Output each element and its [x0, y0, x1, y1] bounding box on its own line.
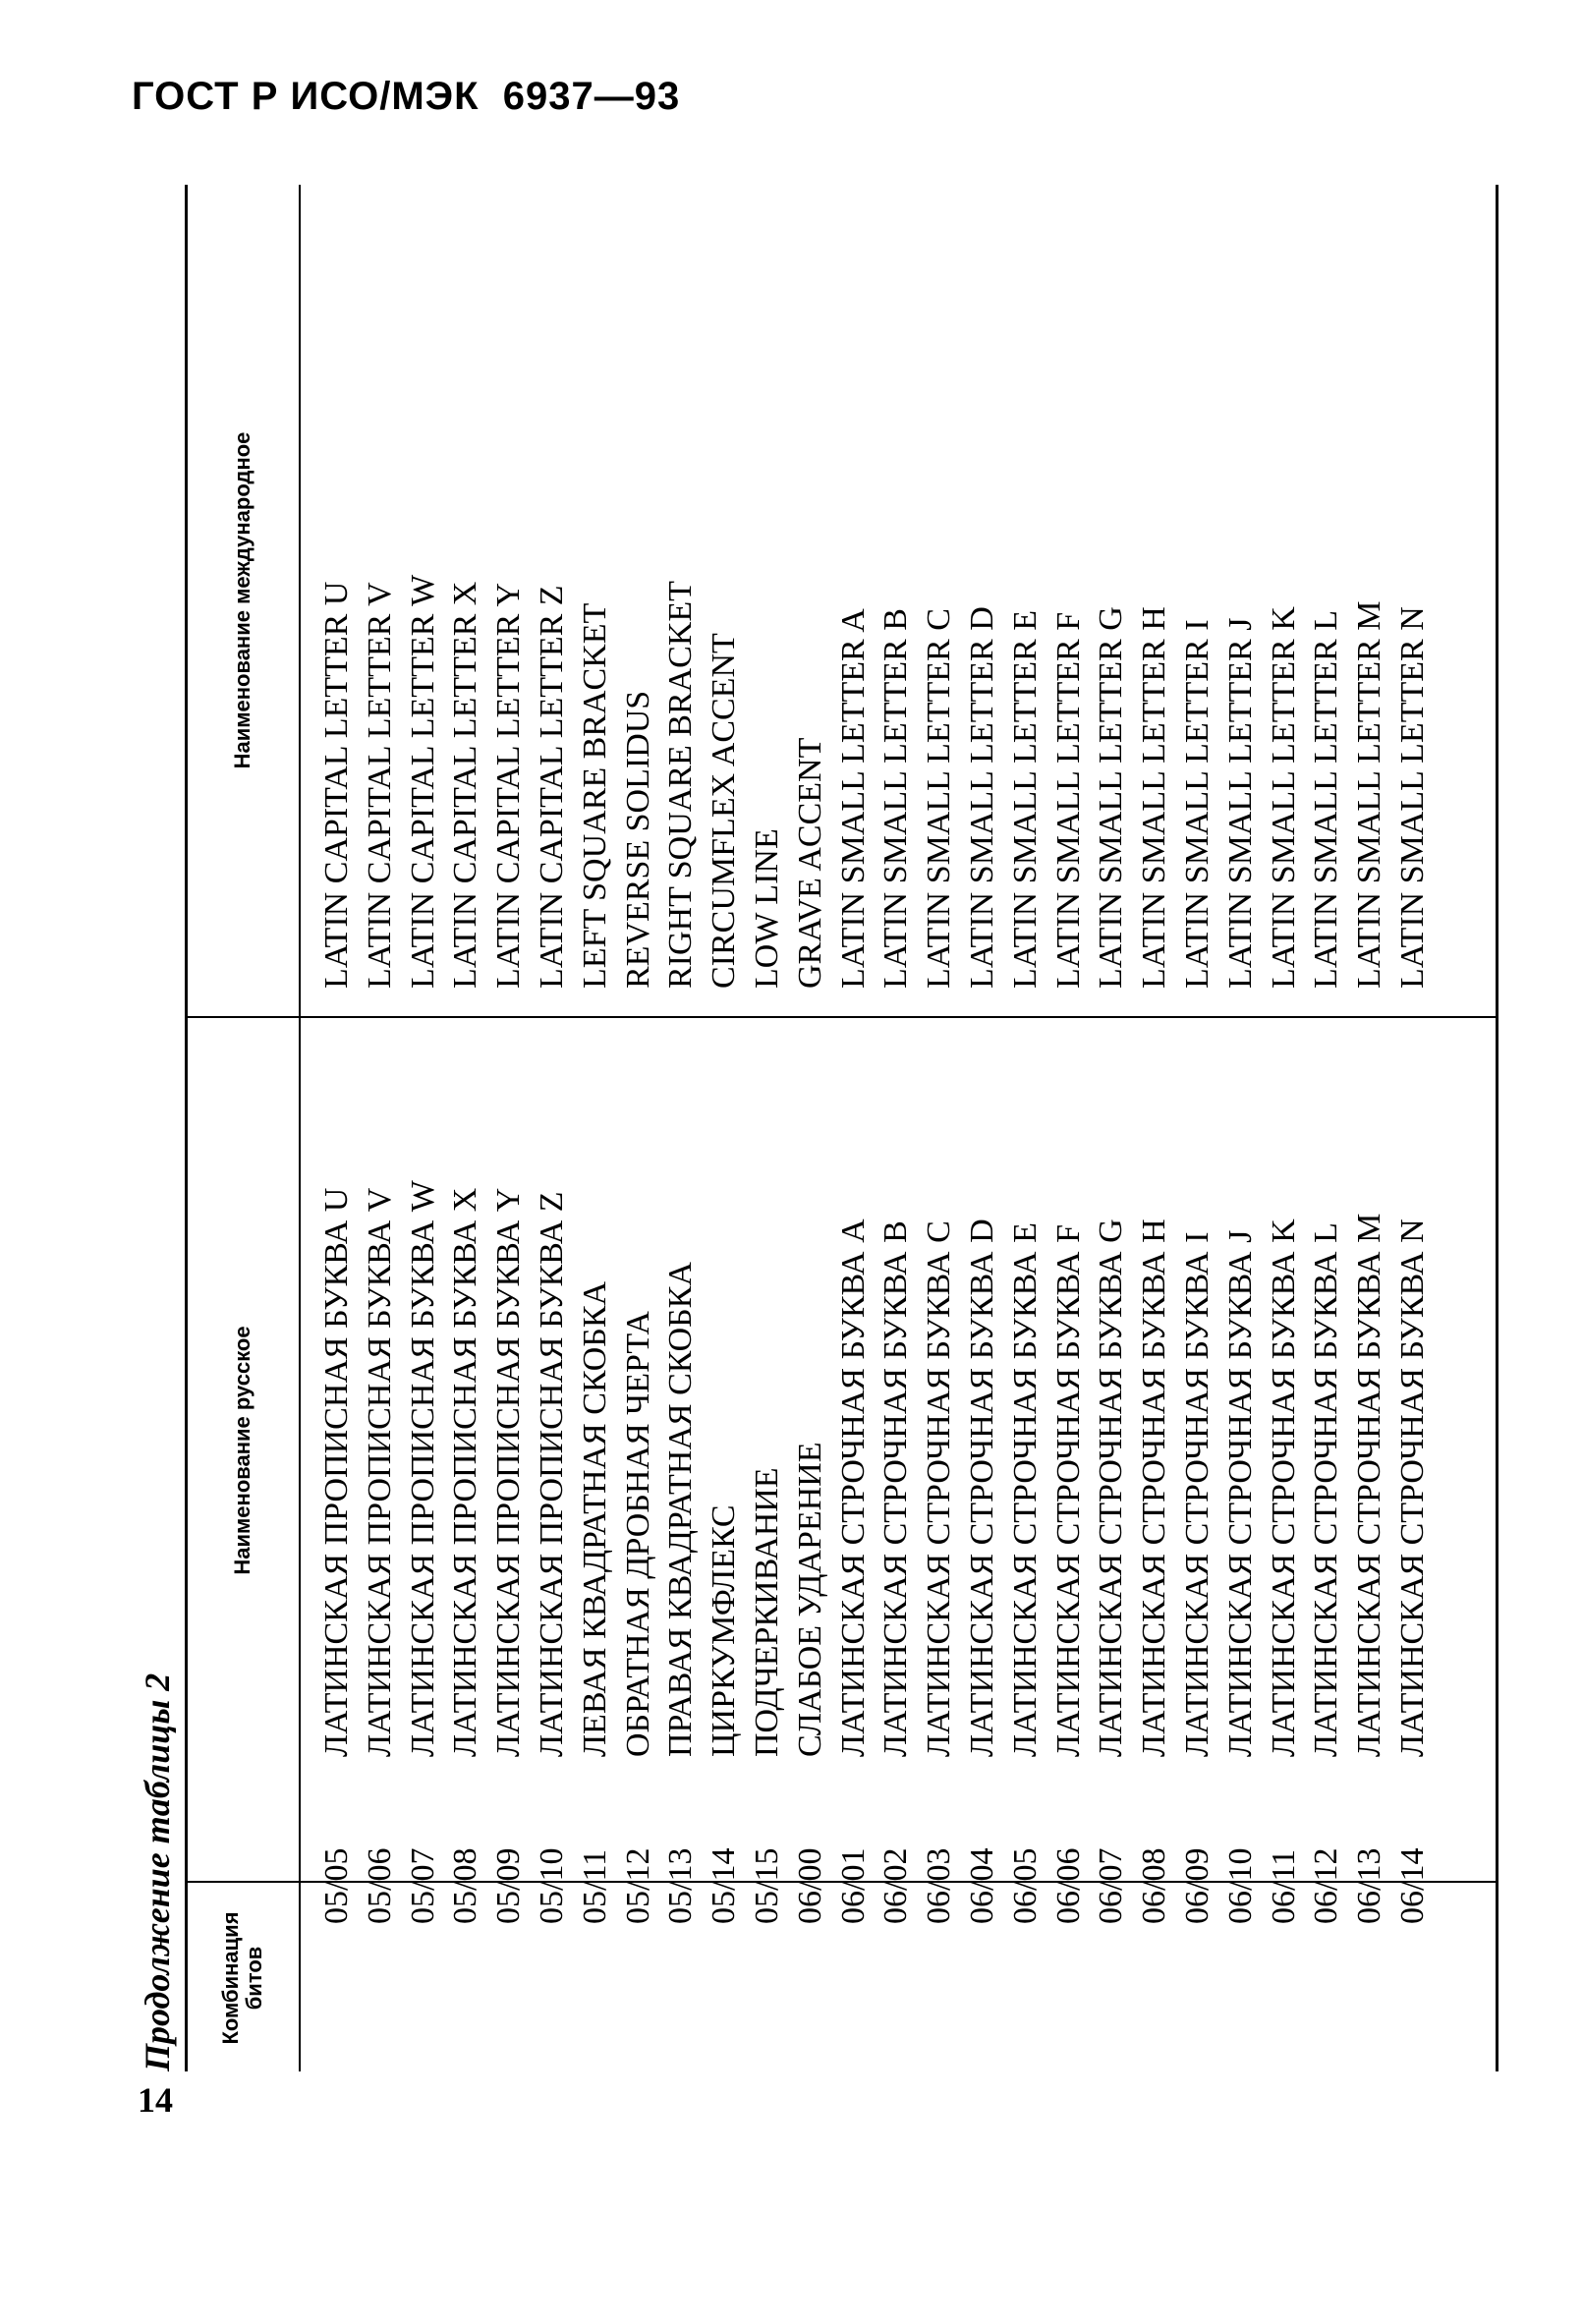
table-caption: Продолжение таблицы 2 [138, 1672, 177, 2071]
cell-bits: 06/08 [1136, 1847, 1173, 1924]
cell-name-intl: LEFT SQUARE BRACKET [576, 602, 613, 989]
cell-name-ru: ЛЕВАЯ КВАДРАТНАЯ СКОБКА [576, 1280, 613, 1757]
cell-name-ru: ЛАТИНСКАЯ СТРОЧНАЯ БУКВА N [1394, 1219, 1431, 1757]
cell-name-ru: ЛАТИНСКАЯ СТРОЧНАЯ БУКВА M [1351, 1213, 1388, 1757]
cell-name-ru: ЛАТИНСКАЯ СТРОЧНАЯ БУКВА D [964, 1219, 1000, 1757]
cell-bits: 06/02 [877, 1847, 915, 1924]
cell-bits: 06/01 [834, 1847, 872, 1924]
cell-name-intl: LATIN SMALL LETTER C [921, 608, 958, 989]
cell-name-ru: СЛАБОЕ УДАРЕНИЕ [791, 1442, 828, 1757]
table-row [833, 185, 875, 2071]
cell-name-ru: ЛАТИНСКАЯ ПРОПИСНАЯ БУКВА Y [490, 1187, 528, 1757]
table-row [704, 185, 745, 2071]
header-name-intl-label: Наименование международное [230, 431, 254, 769]
table-row [747, 185, 788, 2071]
cell-bits: 06/09 [1179, 1847, 1216, 1924]
cell-bits: 06/11 [1265, 1848, 1302, 1924]
cell-name-intl: CIRCUMFLEX ACCENT [706, 633, 743, 989]
cell-name-ru: ЛАТИНСКАЯ ПРОПИСНАЯ БУКВА V [361, 1187, 398, 1757]
table-row [876, 185, 917, 2071]
cell-name-intl: LATIN SMALL LETTER A [834, 608, 872, 989]
page-number: 14 [138, 2080, 173, 2120]
cell-bits: 05/13 [662, 1847, 700, 1924]
cell-bits: 06/12 [1308, 1847, 1345, 1924]
cell-name-ru: ЛАТИНСКАЯ СТРОЧНАЯ БУКВА G [1093, 1219, 1130, 1757]
cell-bits: 05/12 [619, 1847, 656, 1924]
cell-name-intl: LATIN SMALL LETTER N [1394, 606, 1431, 989]
cell-name-intl: LATIN CAPITAL LETTER U [318, 581, 355, 989]
header-bits-label: Комбинация битов [218, 1911, 266, 2045]
cell-name-intl: REVERSE SOLIDUS [619, 690, 656, 989]
table-row [403, 185, 444, 2071]
cell-bits: 05/06 [361, 1847, 398, 1924]
table-row [360, 185, 401, 2071]
cell-name-ru: ЛАТИНСКАЯ ПРОПИСНАЯ БУКВА W [404, 1180, 441, 1757]
cell-bits: 06/00 [791, 1847, 828, 1924]
cell-bits: 06/14 [1394, 1847, 1431, 1924]
header-name-ru [189, 1020, 297, 1881]
cell-name-intl: LATIN SMALL LETTER K [1265, 606, 1302, 989]
table-row [1392, 185, 1434, 2071]
table-row [1349, 185, 1390, 2071]
table-row [316, 185, 358, 2071]
table-top-rule [185, 185, 188, 2071]
table-row [1306, 185, 1347, 2071]
cell-name-ru: ПОДЧЕРКИВАНИЕ [749, 1467, 785, 1757]
cell-name-intl: LATIN SMALL LETTER G [1093, 606, 1130, 989]
table-row [575, 185, 616, 2071]
rotated-table-block [130, 185, 1500, 2071]
cell-name-ru: ЛАТИНСКАЯ СТРОЧНАЯ БУКВА A [834, 1219, 872, 1757]
table-row [1177, 185, 1218, 2071]
cell-name-ru: ЛАТИНСКАЯ ПРОПИСНАЯ БУКВА U [318, 1187, 355, 1757]
cell-name-intl: LATIN SMALL LETTER M [1351, 600, 1388, 989]
cell-name-ru: ПРАВАЯ КВАДРАТНАЯ СКОБКА [662, 1262, 700, 1757]
table-bottom-rule [1496, 185, 1498, 2071]
header-rule [299, 185, 301, 2071]
cell-name-ru: ЛАТИНСКАЯ СТРОЧНАЯ БУКВА L [1308, 1222, 1345, 1757]
header-name-intl [189, 185, 297, 1016]
cell-name-ru: ЛАТИНСКАЯ СТРОЧНАЯ БУКВА H [1136, 1219, 1173, 1757]
cell-name-intl: LATIN SMALL LETTER E [1006, 610, 1044, 989]
cell-name-intl: LATIN SMALL LETTER F [1049, 611, 1087, 989]
cell-bits: 05/09 [490, 1847, 528, 1924]
cell-bits: 06/06 [1049, 1847, 1087, 1924]
cell-name-ru: ЛАТИНСКАЯ СТРОЧНАЯ БУКВА J [1221, 1229, 1259, 1757]
table-row [1091, 185, 1132, 2071]
table-row [1005, 185, 1046, 2071]
cell-name-intl: LATIN SMALL LETTER B [877, 608, 915, 989]
cell-name-intl: GRAVE ACCENT [791, 737, 828, 989]
cell-name-intl: LATIN SMALL LETTER D [964, 606, 1000, 989]
cell-name-intl: LATIN CAPITAL LETTER Z [534, 585, 570, 989]
cell-name-ru: ЛАТИНСКАЯ ПРОПИСНАЯ БУКВА X [447, 1187, 484, 1757]
table-row [1264, 185, 1305, 2071]
table-row [532, 185, 573, 2071]
cell-name-intl: LATIN CAPITAL LETTER X [447, 581, 484, 989]
table-row [618, 185, 659, 2071]
cell-bits: 05/11 [576, 1848, 613, 1924]
cell-name-ru: ЛАТИНСКАЯ СТРОЧНАЯ БУКВА I [1179, 1231, 1216, 1757]
cell-name-intl: LATIN CAPITAL LETTER W [404, 574, 441, 989]
cell-bits: 06/03 [921, 1847, 958, 1924]
cell-bits: 06/10 [1221, 1847, 1259, 1924]
table-row [1048, 185, 1090, 2071]
cell-bits: 05/07 [404, 1847, 441, 1924]
cell-name-intl: LATIN CAPITAL LETTER Y [490, 582, 528, 989]
cell-name-ru: ЛАТИНСКАЯ СТРОЧНАЯ БУКВА B [877, 1220, 915, 1757]
cell-name-ru: ЦИРКУМФЛЕКС [706, 1504, 743, 1757]
table-row [1220, 185, 1262, 2071]
cell-name-ru: ОБРАТНАЯ ДРОБНАЯ ЧЕРТА [619, 1311, 656, 1757]
cell-bits: 05/15 [749, 1847, 785, 1924]
table-row [962, 185, 1003, 2071]
cell-bits: 06/04 [964, 1847, 1000, 1924]
cell-bits: 05/10 [534, 1847, 570, 1924]
table-row [790, 185, 831, 2071]
cell-bits: 05/08 [447, 1847, 484, 1924]
cell-name-intl: RIGHT SQUARE BRACKET [662, 581, 700, 989]
cell-name-intl: LATIN SMALL LETTER J [1221, 617, 1259, 989]
table-row [488, 185, 530, 2071]
cell-name-ru: ЛАТИНСКАЯ СТРОЧНАЯ БУКВА E [1006, 1222, 1044, 1757]
table-row [445, 185, 486, 2071]
cell-name-ru: ЛАТИНСКАЯ СТРОЧНАЯ БУКВА C [921, 1220, 958, 1757]
cell-bits: 06/13 [1351, 1847, 1388, 1924]
cell-name-ru: ЛАТИНСКАЯ ПРОПИСНАЯ БУКВА Z [534, 1191, 570, 1757]
cell-bits: 06/07 [1093, 1847, 1130, 1924]
cell-name-ru: ЛАТИНСКАЯ СТРОЧНАЯ БУКВА K [1265, 1219, 1302, 1757]
table-row [660, 185, 702, 2071]
header-bits [189, 1885, 297, 2071]
cell-bits: 06/05 [1006, 1847, 1044, 1924]
table-row [919, 185, 960, 2071]
table-row [1134, 185, 1175, 2071]
cell-name-intl: LATIN CAPITAL LETTER V [361, 582, 398, 989]
cell-name-intl: LATIN SMALL LETTER L [1308, 610, 1345, 989]
cell-name-intl: LOW LINE [749, 828, 785, 989]
cell-name-intl: LATIN SMALL LETTER I [1179, 619, 1216, 989]
document-header: ГОСТ Р ИСО/МЭК 6937—93 [132, 75, 681, 118]
cell-bits: 05/14 [706, 1847, 743, 1924]
cell-name-ru: ЛАТИНСКАЯ СТРОЧНАЯ БУКВА F [1049, 1223, 1087, 1757]
cell-name-intl: LATIN SMALL LETTER H [1136, 606, 1173, 989]
cell-bits: 05/05 [318, 1847, 355, 1924]
header-name-ru-label: Наименование русское [230, 1326, 254, 1575]
